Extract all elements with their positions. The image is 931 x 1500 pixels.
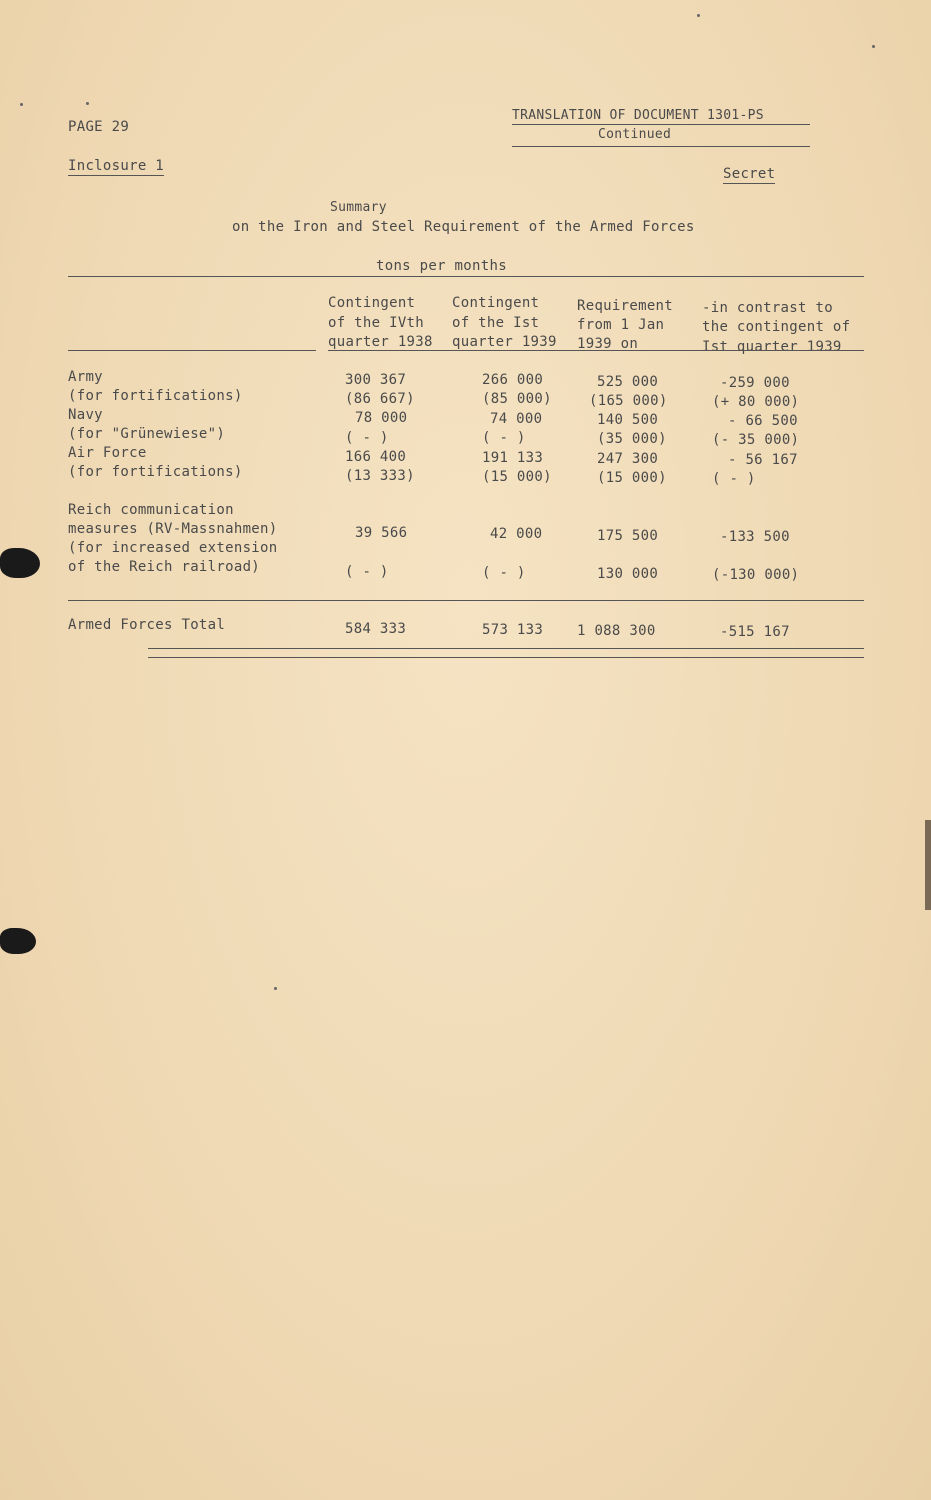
col4-line1: -in contrast to [702, 300, 833, 316]
row-label: Air Force [68, 445, 147, 461]
binding-hole-mark [0, 548, 40, 578]
col1-line3: quarter 1938 [328, 334, 433, 350]
row-label: (for fortifications) [68, 464, 243, 480]
row-label: (for fortifications) [68, 388, 243, 404]
col3-line3: 1939 on [577, 336, 639, 352]
col2-line3: quarter 1939 [452, 334, 557, 350]
total-double-rule-2 [148, 657, 864, 658]
col3-line2: from 1 Jan [577, 317, 665, 333]
continued-label: Continued [598, 127, 672, 142]
cell: (+ 80 000) [712, 394, 800, 410]
page-edge-mark [925, 820, 931, 910]
cell: 175 500 [597, 528, 659, 544]
speck [697, 14, 700, 17]
cell: -133 500 [720, 529, 790, 545]
cell: (165 000) [589, 393, 668, 409]
cell: 140 500 [597, 412, 659, 428]
cell: ( - ) [345, 430, 389, 446]
col3-line1: Requirement [577, 298, 674, 314]
cell: (-130 000) [712, 567, 800, 583]
cell: 1 088 300 [577, 623, 656, 639]
col4-line2: the contingent of [702, 319, 851, 335]
cell: (- 35 000) [712, 432, 800, 448]
row-label: (for increased extension [68, 540, 278, 556]
row-label: (for "Grünewiese") [68, 426, 226, 442]
cell: 42 000 [490, 526, 543, 542]
cell: 525 000 [597, 374, 659, 390]
cell: 247 300 [597, 451, 659, 467]
speck [872, 45, 875, 48]
title-underline [512, 124, 810, 125]
binding-hole-mark [0, 928, 36, 954]
speck [86, 102, 89, 105]
header-rule-left [68, 350, 316, 351]
col2-line1: Contingent [452, 295, 540, 311]
cell: 191 133 [482, 450, 544, 466]
cell: - 66 500 [728, 413, 798, 429]
cell: 39 566 [355, 525, 408, 541]
cell: (35 000) [597, 431, 667, 447]
col2-line2: of the Ist [452, 315, 540, 331]
header-rule-right [328, 350, 864, 351]
cell: 300 367 [345, 372, 407, 388]
cell: 584 333 [345, 621, 407, 637]
classification-label: Secret [723, 166, 776, 182]
table-top-rule [68, 276, 864, 277]
translation-title: TRANSLATION OF DOCUMENT 1301-PS [512, 108, 764, 123]
inclosure-label: Inclosure 1 [68, 158, 165, 174]
cell: 573 133 [482, 622, 544, 638]
cell: 266 000 [482, 372, 544, 388]
row-label: measures (RV-Massnahmen) [68, 521, 278, 537]
row-label: Army [68, 369, 103, 385]
row-label: Navy [68, 407, 103, 423]
total-top-rule [68, 600, 864, 601]
cell: - 56 167 [728, 452, 798, 468]
cell: (86 667) [345, 391, 415, 407]
unit-label: tons per months [376, 258, 507, 274]
cell: ( - ) [482, 565, 526, 581]
summary-title: Summary [330, 200, 387, 215]
speck [20, 103, 23, 106]
cell: (15 000) [597, 470, 667, 486]
cell: 78 000 [355, 410, 408, 426]
row-label: of the Reich railroad) [68, 559, 261, 575]
summary-subtitle: on the Iron and Steel Requirement of the Armed Forces [232, 219, 695, 235]
cell: ( - ) [712, 471, 756, 487]
total-label: Armed Forces Total [68, 617, 226, 633]
speck [274, 987, 277, 990]
page-number: PAGE 29 [68, 119, 130, 135]
cell: 130 000 [597, 566, 659, 582]
row-label: Reich communication [68, 502, 234, 518]
cell: ( - ) [482, 430, 526, 446]
cell: -515 167 [720, 624, 790, 640]
cell: 74 000 [490, 411, 543, 427]
cell: -259 000 [720, 375, 790, 391]
cell: 166 400 [345, 449, 407, 465]
col4-line3: Ist quarter 1939 [702, 339, 842, 355]
col1-line1: Contingent [328, 295, 416, 311]
col1-line2: of the IVth [328, 315, 425, 331]
cell: (85 000) [482, 391, 552, 407]
cell: (13 333) [345, 468, 415, 484]
total-double-rule-1 [148, 648, 864, 649]
continued-underline [512, 146, 810, 147]
cell: (15 000) [482, 469, 552, 485]
cell: ( - ) [345, 564, 389, 580]
